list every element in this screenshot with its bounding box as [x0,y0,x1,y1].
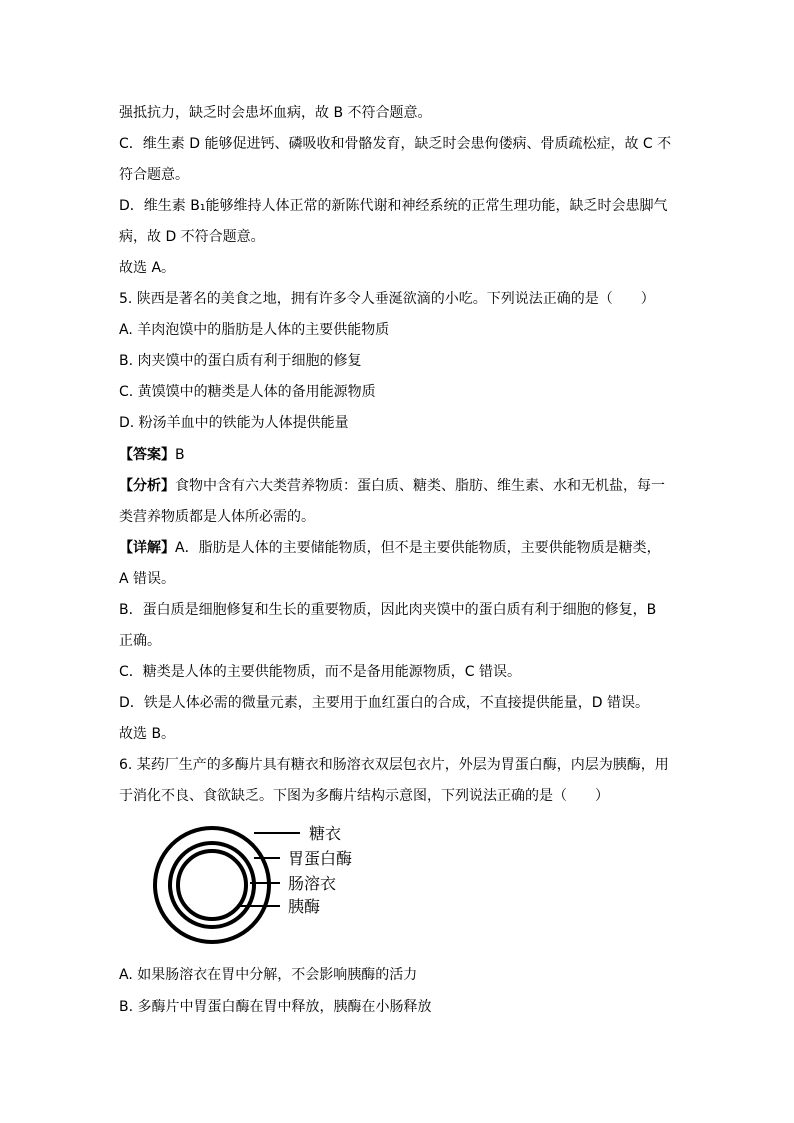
outer-ring [155,828,269,942]
answer-line [119,446,185,464]
question-5-option-a: A. 羊肉泡馍中的脂肪是人体的主要供能物质 [119,322,390,338]
label-pancreatin: 胰酶 [288,897,321,916]
text-line: 故选 A。 [119,260,176,276]
text-line: D．铁是人体必需的微量元素，主要用于血红蛋白的合成，不直接提供能量，D 错误。 [119,695,650,711]
text-line: 正确。 [119,633,161,649]
text-line: A 错误。 [119,571,176,587]
inner-ring [178,851,246,919]
text-line: 符合题意。 [119,167,189,183]
middle-ring [170,843,254,927]
text-line: 类营养物质都是人体所必需的。 [119,509,315,525]
question-6-stem: 6. 某药厂生产的多酶片具有糖衣和肠溶衣双层包衣片，外层为胃蛋白酶，内层为胰酶，用 [119,757,669,773]
question-6-option-a: A. 如果肠溶衣在胃中分解，不会影响胰酶的活力 [119,967,418,983]
text-line: 病，故 D 不符合题意。 [119,229,265,245]
detail-label: 【详解】 [119,540,175,556]
text-line: C．糖类是人体的主要供能物质，而不是备用能源物质，C 错误。 [119,664,521,680]
label-pepsin: 胃蛋白酶 [288,849,353,868]
label-sugar-coating: 糖衣 [309,824,342,843]
text-line: B．蛋白质是细胞修复和生长的重要物质，因此肉夹馍中的蛋白质有利于细胞的修复，B [119,602,657,618]
question-5-option-d: D. 粉汤羊血中的铁能为人体提供能量 [119,415,349,431]
text-line: C．维生素 D 能够促进钙、磷吸收和骨骼发育，缺乏时会患佝偻病、骨质疏松症，故 C 不 [119,136,672,152]
question-5-stem: 5. 陕西是著名的美食之地，拥有许多令人垂涎欲滴的小吃。下列说法正确的是（ ） [119,291,655,307]
label-enteric-coating: 肠溶衣 [288,874,337,893]
multi-enzyme-tablet-diagram [150,822,400,947]
text-line: D．维生素 B₁能够维持人体正常的新陈代谢和神经系统的正常生理功能，缺乏时会患脚气 [119,198,668,214]
analysis-label: 【分析】 [119,478,175,494]
question-6-stem-cont: 于消化不良、食欲缺乏。下图为多酶片结构示意图，下列说法正确的是（ ） [119,788,609,804]
text-line: 故选 B。 [119,726,176,742]
analysis-line [119,477,665,495]
answer-value: B [175,447,185,463]
analysis-text: 食物中含有六大类营养物质：蛋白质、糖类、脂肪、维生素、水和无机盐，每一 [175,478,665,494]
answer-label: 【答案】 [119,447,175,463]
question-5-option-b: B. 肉夹馍中的蛋白质有利于细胞的修复 [119,353,362,369]
question-6-option-b: B. 多酶片中胃蛋白酶在胃中释放，胰酶在小肠释放 [119,999,432,1015]
question-5-option-c: C. 黄馍馍中的糖类是人体的备用能源物质 [119,384,376,400]
detail-line [119,539,661,557]
detail-text: A．脂肪是人体的主要储能物质，但不是主要供能物质，主要供能物质是糖类， [175,540,661,556]
text-line: 强抵抗力，缺乏时会患坏血病，故 B 不符合题意。 [119,105,432,121]
